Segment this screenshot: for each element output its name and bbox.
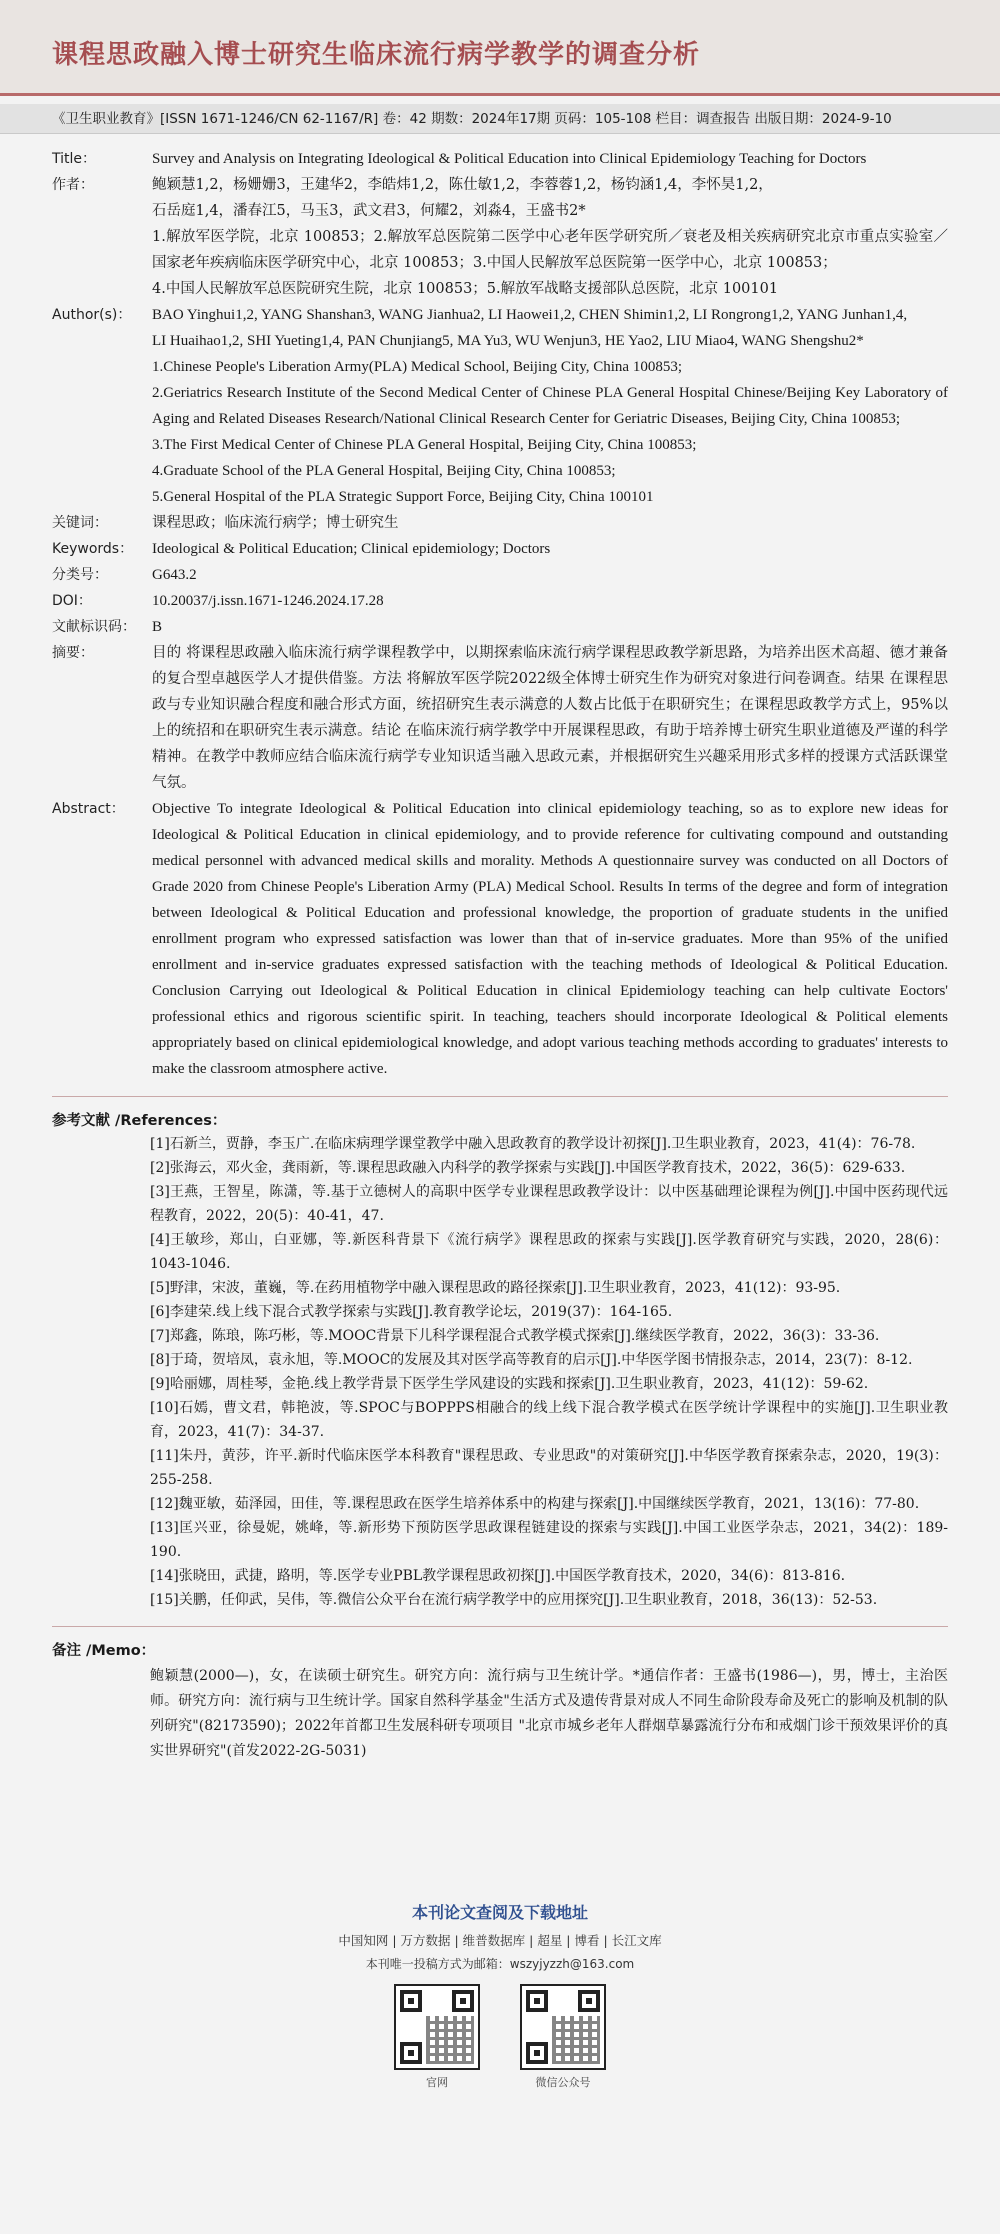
qr-official[interactable] <box>394 1984 480 2090</box>
authors-cn-line: 鲍颖慧1,2，杨姗姗3，王建华2，李皓炜1,2，陈仕敏1,2，李蓉蓉1,2，杨钧涵1,4，李怀昊1,2， <box>152 177 773 193</box>
journal-meta-bar: 《卫生职业教育》[ISSN 1671-1246/CN 62-1167/R] 卷：42 期数：2024年17期 页码：105-108 栏目：调查报告 出版日期：2024-9-10 <box>0 104 1000 134</box>
affiliation-en: 2.Geriatrics Research Institute of the Second Medical Center of Chinese PLA General Hospital Chinese/Beijing Key Laboratory of Aging and Related Diseases Research/National Clinical Research Center for Geriatric Diseases, Beijing City, China 100853; <box>152 385 948 427</box>
qr-code-icon <box>394 1984 480 2070</box>
reference-list <box>0 1130 1000 1612</box>
field-abstract-en: Abstract： Objective To integrate Ideological & Political Education into clinical epidemiology teaching, so as to explore new ideas for Ideological & Political Education in clinical epidemiology, and to provide reference for cultivating compound and outstanding medical personnel with advanced medical skills and morality. Methods A questionnaire survey was conducted on all Doctors of Grade 2020 from Chinese People's Liberation Army (PLA) Medical School. Results In terms of the degree and form of integration between Ideological & Political Education and professional knowledge, the proportion of graduate students in the unified enrollment program who expressed satisfaction was lower than that of in-service graduates. More than 95% of the unified enrollment and in-service graduates expressed satisfaction with the teaching methods of Ideological & Political Education. Conclusion Carrying out Ideological & Political Education in clinical Epidemiology teaching can help cultivate Eoctors' professional ethics and rigorous scientific spirit. In teaching, teachers should incorporate Ideological & Political elements appropriately based on clinical epidemiological knowledge, and adopt various teaching methods according to graduates' interests to make the classroom atmosphere active. <box>52 796 948 1082</box>
memo-text: 鲍颖慧(2000—)，女，在读硕士研究生。研究方向：流行病与卫生统计学。*通信作者：王盛书(1986—)，男，博士，主治医师。研究方向：流行病与卫生统计学。国家自然科学基金"生活方式及遗传背景对成人不同生命阶段寿命及死亡的影响及机制的队列研究"(82173590)；2022年首都卫生发展科研专项项目 "北京市城乡老年人群烟草暴露流行分布和戒烟门诊干预效果评价的真实世界研究"(首发2022-2G-5031) <box>150 1668 948 1759</box>
field-abstract-cn: 摘要： 目的 将课程思政融入临床流行病学课程教学中，以期探索临床流行病学课程思政教学新思路，为培养出医术高超、德才兼备的复合型卓越医学人才提供借鉴。方法 将解放军医学院2022级全体博士研究生作为研究对象进行问卷调查。结果 在课程思政与专业知识融合程度和融合形式方面，统招研究生表示满意的人数占比低于在职研究生；在课程思政教学方式上，95%以上的统招和在职研究生表示满意。结论 在临床流行病学教学中开展课程思政，有助于培养博士研究生职业道德及严谨的科学精神。在教学中教师应结合临床流行病学专业知识适当融入思政元素，并根据研究生兴趣采用形式多样的授课方式活跃课堂气氛。 <box>52 640 948 796</box>
reference-item: [14]张晓田，武捷，路明，等.医学专业PBL教学课程思政初探[J].中国医学教育技术，2020，34(6)：813-816. <box>150 1568 846 1584</box>
reference-item: [6]李建荣.线上线下混合式教学探索与实践[J].教育教学论坛，2019(37)：164-165. <box>150 1304 673 1320</box>
reference-item: [15]关鹏，任仰武，吴伟，等.微信公众平台在流行病学教学中的应用探究[J].卫生职业教育，2018，36(13)：52-53. <box>150 1592 878 1608</box>
database-list[interactable]: 中国知网 | 万方数据 | 维普数据库 | 超星 | 博看 | 长江文库 <box>338 1933 662 1948</box>
affiliation-cn: 4.中国人民解放军总医院研究生院，北京 100853；5.解放军战略支援部队总医院，北京 100101 <box>152 281 779 297</box>
authors-cn-line: 石岳庭1,4，潘春江5，马玉3，武文君3，何耀2，刘淼4，王盛书2* <box>152 203 586 219</box>
reference-item: [13]匡兴亚，徐曼妮，姚峰，等.新形势下预防医学思政课程链建设的探索与实践[J].中国工业医学杂志，2021，34(2)：189-190. <box>150 1520 948 1560</box>
field-authors-cn: 作者： 鲍颖慧1,2，杨姗姗3，王建华2，李皓炜1,2，陈仕敏1,2，李蓉蓉1,2，杨钧涵1,4，李怀昊1,2， 石岳庭1,4，潘春江5，马玉3，武文君3，何耀2，刘淼4，王盛书2* 1.解放军医学院，北京 100853；2.解放军总医院第二医学中心老年医学研究所／衰老及相关疾病研究北京市重点实验室／国家老年疾病临床医学研究中心，北京 100853；3.中国人民解放军总医院第一医学中心，北京 100853； 4.中国人民解放军总医院研究生院，北京 100853；5.解放军战略支援部队总医院，北京 100101 <box>52 172 948 302</box>
reference-item: [7]郑鑫，陈琅，陈巧彬，等.MOOC背景下儿科学课程混合式教学模式探索[J].继续医学教育，2022，36(3)：33-36. <box>150 1328 880 1344</box>
field-keywords-cn: 关键词： 课程思政；临床流行病学；博士研究生 <box>52 515 399 531</box>
references-heading: 参考文献 /References： <box>52 1113 227 1129</box>
reference-item: [8]于琦，贺培凤，袁永旭，等.MOOC的发展及其对医学高等教育的启示[J].中华医学图书情报杂志，2014，23(7)：8-12. <box>150 1352 913 1368</box>
footer <box>0 1900 1000 2090</box>
reference-item: [4]王敏珍，郑山，白亚娜，等.新医科背景下《流行病学》课程思政的探索与实践[J].医学教育研究与实践，2020，28(6)：1043-1046. <box>150 1232 948 1272</box>
authors-en-line: BAO Yinghui1,2, YANG Shanshan3, WANG Jianhua2, LI Haowei1,2, CHEN Shimin1,2, LI Rongrong1,2, YANG Junhan1,4, <box>152 307 908 323</box>
affiliation-en: 1.Chinese People's Liberation Army(PLA) Medical School, Beijing City, China 100853; <box>152 359 683 375</box>
section-divider <box>52 1626 948 1627</box>
abstract-cn-text: 目的 将课程思政融入临床流行病学课程教学中，以期探索临床流行病学课程思政教学新思路，为培养出医术高超、德才兼备的复合型卓越医学人才提供借鉴。方法 将解放军医学院2022级全体博士研究生作为研究对象进行问卷调查。结果 在课程思政与专业知识融合程度和融合形式方面，统招研究生表示满意的人数占比低于在职研究生；在课程思政教学方式上，95%以上的统招和在职研究生表示满意。结论 在临床流行病学教学中开展课程思政，有助于培养博士研究生职业道德及严谨的科学精神。在教学中教师应结合临床流行病学专业知识适当融入思政元素，并根据研究生兴趣采用形式多样的授课方式活跃课堂气氛。 <box>152 645 948 791</box>
section-divider <box>52 1096 948 1097</box>
authors-en-line: LI Huaihao1,2, SHI Yueting1,4, PAN Chunjiang5, MA Yu3, WU Wenjun3, HE Yao2, LIU Miao4, WANG Shengshu2* <box>152 333 864 349</box>
title-en-value: Survey and Analysis on Integrating Ideological & Political Education into Clinical Epidemiology Teaching for Doctors <box>152 151 867 167</box>
doi-link[interactable]: 10.20037/j.issn.1671-1246.2024.17.28 <box>152 593 384 609</box>
reference-item: [9]哈丽娜，周桂琴，金艳.线上教学背景下医学生学风建设的实践和探索[J].卫生职业教育，2023，41(12)：59-62. <box>150 1376 869 1392</box>
affiliation-en: 3.The First Medical Center of Chinese PLA General Hospital, Beijing City, China 100853; <box>152 437 697 453</box>
field-clc: 分类号： G643.2 <box>52 567 197 583</box>
qr-official-caption: 官网 <box>426 2076 448 2089</box>
affiliation-en: 5.General Hospital of the PLA Strategic Support Force, Beijing City, China 100101 <box>152 489 654 505</box>
reference-item: [10]石嫣，曹文君，韩艳波，等.SPOC与BOPPPS相融合的线上线下混合教学模式在医学统计学课程中的实施[J].卫生职业教育，2023，41(7)：34-37. <box>150 1400 948 1440</box>
reference-item: [11]朱丹，黄莎，许平.新时代临床医学本科教育"课程思政、专业思政"的对策研究[J].中华医学教育探索杂志，2020，19(3)：255-258. <box>150 1448 948 1488</box>
memo-heading: 备注 /Memo： <box>52 1643 156 1659</box>
qr-wechat[interactable] <box>520 1984 606 2090</box>
reference-item: [5]野津，宋波，董巍，等.在药用植物学中融入课程思政的路径探索[J].卫生职业教育，2023，41(12)：93-95. <box>150 1280 841 1296</box>
footer-title: 本刊论文查阅及下载地址 <box>411 1903 588 1922</box>
article-fields <box>0 134 1000 1082</box>
field-keywords-en: Keywords： Ideological & Political Education; Clinical epidemiology; Doctors <box>52 541 551 557</box>
article-title: 课程思政融入博士研究生临床流行病学教学的调查分析 <box>52 40 701 70</box>
submission-email[interactable]: 本刊唯一投稿方式为邮箱：wszyjyzzh@163.com <box>365 1957 635 1971</box>
qr-wechat-caption: 微信公众号 <box>535 2076 591 2089</box>
qr-codes <box>0 1984 1000 2090</box>
reference-item: [12]魏亚敏，茹泽园，田佳，等.课程思政在医学生培养体系中的构建与探索[J].中国继续医学教育，2021，13(16)：77-80. <box>150 1496 920 1512</box>
field-authors-en: Author(s)： BAO Yinghui1,2, YANG Shanshan3, WANG Jianhua2, LI Haowei1,2, CHEN Shimin1,2, LI Rongrong1,2, YANG Junhan1,4, LI Huaihao1,2, SHI Yueting1,4, PAN Chunjiang5, MA Yu3, WU Wenjun3, HE Yao2, LIU Miao4, WANG Shengshu2* 1.Chinese People's Liberation Army(PLA) Medical School, Beijing City, China 100853; 2.Geriatrics Research Institute of the Second Medical Center of Chinese PLA General Hospital Chinese/Beijing Key Laboratory of Aging and Related Diseases Research/National Clinical Research Center for Geriatric Diseases, Beijing City, China 100853; 3.The First Medical Center of Chinese PLA General Hospital, Beijing City, China 100853; 4.Graduate School of the PLA General Hospital, Beijing City, China 100853; 5.General Hospital of the PLA Strategic Support Force, Beijing City, China 100101 <box>52 302 948 510</box>
abstract-en-text: Objective To integrate Ideological & Political Education into clinical epidemiology teaching, so as to explore new ideas for Ideological & Political Education in clinical epidemiology, and to provide reference for cultivating compound and outstanding medical personnel with advanced medical skills and morality. Methods A questionnaire survey was conducted on all Doctors of Grade 2020 from Chinese People's Liberation Army (PLA) Medical School. Results In terms of the degree and form of integration between Ideological & Political Education and professional knowledge, the proportion of graduate students in the unified enrollment program who expressed satisfaction was lower than that of in-service graduates. More than 95% of the unified enrollment and in-service graduates expressed satisfaction with the teaching methods of Ideological & Political Education. Conclusion Carrying out Ideological & Political Education in clinical Epidemiology teaching can help cultivate Eoctors' professional ethics and rigorous scientific spirit. In teaching, teachers should incorporate Ideological & Political elements appropriately based on clinical epidemiological knowledge, and adopt various teaching methods according to graduates' interests to make the classroom atmosphere active. <box>152 801 948 1077</box>
field-doi: DOI： 10.20037/j.issn.1671-1246.2024.17.28 <box>52 588 948 614</box>
title-band <box>0 0 1000 96</box>
field-doc-code: 文献标识码： B <box>52 619 163 635</box>
reference-item: [2]张海云，邓火金，龚雨新，等.课程思政融入内科学的教学探索与实践[J].中国医学教育技术，2022，36(5)：629-633. <box>150 1160 906 1176</box>
qr-code-icon <box>520 1984 606 2070</box>
reference-item: [1]石新兰，贾静，李玉广.在临床病理学课堂教学中融入思政教育的教学设计初探[J].卫生职业教育，2023，41(4)：76-78. <box>150 1136 916 1152</box>
affiliation-en: 4.Graduate School of the PLA General Hospital, Beijing City, China 100853; <box>152 463 616 479</box>
reference-item: [3]王燕，王智星，陈潇，等.基于立德树人的高职中医学专业课程思政教学设计：以中医基础理论课程为例[J].中国中医药现代远程教育，2022，20(5)：40-41，47. <box>150 1184 948 1224</box>
affiliation-cn: 1.解放军医学院，北京 100853；2.解放军总医院第二医学中心老年医学研究所／衰老及相关疾病研究北京市重点实验室／国家老年疾病临床医学研究中心，北京 100853；3.中国人民解放军总医院第一医学中心，北京 100853； <box>152 229 948 271</box>
field-title-en: Title： Survey and Analysis on Integrating Ideological & Political Education into Clinical Epidemiology Teaching for Doctors <box>52 146 948 172</box>
